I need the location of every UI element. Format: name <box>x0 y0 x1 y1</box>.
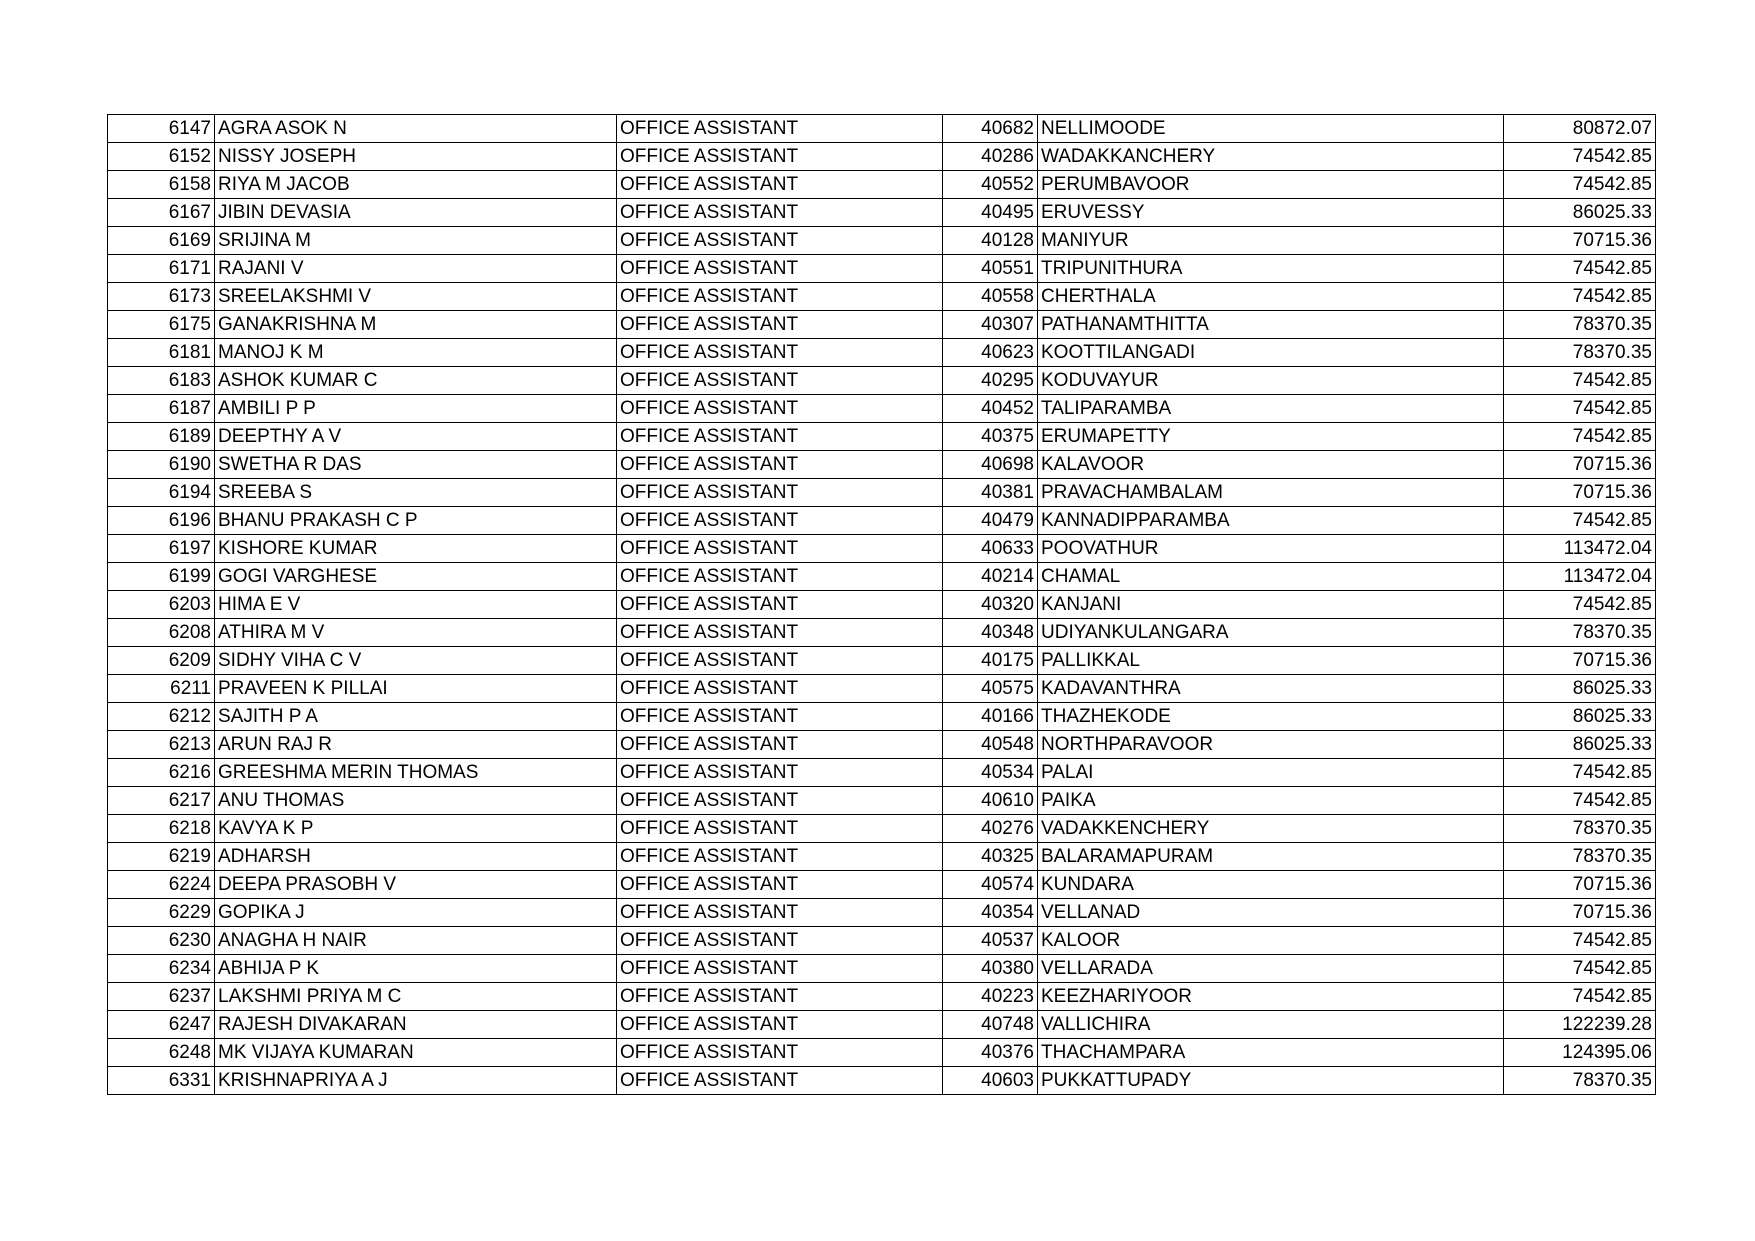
employee-id-cell: 6152 <box>108 143 215 171</box>
office-code-cell: 40633 <box>943 535 1038 563</box>
table-row <box>108 171 1656 199</box>
employee-name-cell: HIMA E V <box>215 591 617 619</box>
table-row <box>108 871 1656 899</box>
employee-name-cell: GOGI VARGHESE <box>215 563 617 591</box>
employee-id-cell: 6173 <box>108 283 215 311</box>
employee-name-cell: SAJITH P A <box>215 703 617 731</box>
office-code-cell: 40325 <box>943 843 1038 871</box>
amount-cell: 113472.04 <box>1504 563 1656 591</box>
employee-id-cell: 6208 <box>108 619 215 647</box>
employee-id-cell: 6158 <box>108 171 215 199</box>
office-name-cell: PAIKA <box>1038 787 1504 815</box>
office-name-cell: TALIPARAMBA <box>1038 395 1504 423</box>
employee-name-cell: ARUN RAJ R <box>215 731 617 759</box>
employee-id-cell: 6183 <box>108 367 215 395</box>
employee-name-cell: MK VIJAYA KUMARAN <box>215 1039 617 1067</box>
designation-cell: OFFICE ASSISTANT <box>617 1011 943 1039</box>
employee-id-cell: 6175 <box>108 311 215 339</box>
office-code-cell: 40452 <box>943 395 1038 423</box>
office-name-cell: BALARAMAPURAM <box>1038 843 1504 871</box>
office-code-cell: 40574 <box>943 871 1038 899</box>
amount-cell: 74542.85 <box>1504 171 1656 199</box>
table-row <box>108 843 1656 871</box>
amount-cell: 86025.33 <box>1504 703 1656 731</box>
designation-cell: OFFICE ASSISTANT <box>617 899 943 927</box>
designation-cell: OFFICE ASSISTANT <box>617 647 943 675</box>
amount-cell: 70715.36 <box>1504 451 1656 479</box>
employee-name-cell: SREEBA S <box>215 479 617 507</box>
designation-cell: OFFICE ASSISTANT <box>617 563 943 591</box>
table-row <box>108 283 1656 311</box>
office-name-cell: KALAVOOR <box>1038 451 1504 479</box>
office-name-cell: KOOTTILANGADI <box>1038 339 1504 367</box>
designation-cell: OFFICE ASSISTANT <box>617 311 943 339</box>
designation-cell: OFFICE ASSISTANT <box>617 339 943 367</box>
office-name-cell: PERUMBAVOOR <box>1038 171 1504 199</box>
office-code-cell: 40623 <box>943 339 1038 367</box>
table-row <box>108 423 1656 451</box>
office-code-cell: 40166 <box>943 703 1038 731</box>
designation-cell: OFFICE ASSISTANT <box>617 143 943 171</box>
office-code-cell: 40552 <box>943 171 1038 199</box>
amount-cell: 86025.33 <box>1504 675 1656 703</box>
amount-cell: 74542.85 <box>1504 367 1656 395</box>
employee-table-body <box>108 115 1656 1095</box>
amount-cell: 113472.04 <box>1504 535 1656 563</box>
employee-name-cell: SWETHA R DAS <box>215 451 617 479</box>
designation-cell: OFFICE ASSISTANT <box>617 787 943 815</box>
designation-cell: OFFICE ASSISTANT <box>617 815 943 843</box>
office-code-cell: 40375 <box>943 423 1038 451</box>
designation-cell: OFFICE ASSISTANT <box>617 283 943 311</box>
office-name-cell: NORTHPARAVOOR <box>1038 731 1504 759</box>
employee-name-cell: ABHIJA P K <box>215 955 617 983</box>
office-code-cell: 40354 <box>943 899 1038 927</box>
table-row <box>108 227 1656 255</box>
office-code-cell: 40286 <box>943 143 1038 171</box>
designation-cell: OFFICE ASSISTANT <box>617 423 943 451</box>
table-row <box>108 759 1656 787</box>
office-name-cell: VELLANAD <box>1038 899 1504 927</box>
table-row <box>108 591 1656 619</box>
employee-id-cell: 6167 <box>108 199 215 227</box>
employee-id-cell: 6194 <box>108 479 215 507</box>
designation-cell: OFFICE ASSISTANT <box>617 1039 943 1067</box>
employee-id-cell: 6181 <box>108 339 215 367</box>
amount-cell: 74542.85 <box>1504 787 1656 815</box>
employee-id-cell: 6171 <box>108 255 215 283</box>
employee-name-cell: BHANU PRAKASH C P <box>215 507 617 535</box>
employee-id-cell: 6189 <box>108 423 215 451</box>
office-code-cell: 40610 <box>943 787 1038 815</box>
table-row <box>108 647 1656 675</box>
designation-cell: OFFICE ASSISTANT <box>617 395 943 423</box>
table-row <box>108 395 1656 423</box>
table-row <box>108 451 1656 479</box>
designation-cell: OFFICE ASSISTANT <box>617 955 943 983</box>
amount-cell: 74542.85 <box>1504 955 1656 983</box>
office-code-cell: 40348 <box>943 619 1038 647</box>
employee-name-cell: SIDHY VIHA C V <box>215 647 617 675</box>
table-row <box>108 731 1656 759</box>
amount-cell: 74542.85 <box>1504 507 1656 535</box>
employee-name-cell: PRAVEEN K PILLAI <box>215 675 617 703</box>
designation-cell: OFFICE ASSISTANT <box>617 199 943 227</box>
employee-name-cell: KRISHNAPRIYA A J <box>215 1067 617 1095</box>
office-name-cell: KADAVANTHRA <box>1038 675 1504 703</box>
office-code-cell: 40223 <box>943 983 1038 1011</box>
table-row <box>108 1011 1656 1039</box>
amount-cell: 70715.36 <box>1504 479 1656 507</box>
office-name-cell: PATHANAMTHITTA <box>1038 311 1504 339</box>
employee-name-cell: ASHOK KUMAR C <box>215 367 617 395</box>
employee-id-cell: 6211 <box>108 675 215 703</box>
office-name-cell: THACHAMPARA <box>1038 1039 1504 1067</box>
amount-cell: 74542.85 <box>1504 143 1656 171</box>
employee-id-cell: 6217 <box>108 787 215 815</box>
office-name-cell: VALLICHIRA <box>1038 1011 1504 1039</box>
designation-cell: OFFICE ASSISTANT <box>617 451 943 479</box>
amount-cell: 78370.35 <box>1504 339 1656 367</box>
employee-name-cell: GOPIKA J <box>215 899 617 927</box>
office-name-cell: KODUVAYUR <box>1038 367 1504 395</box>
employee-name-cell: ANAGHA H NAIR <box>215 927 617 955</box>
employee-name-cell: NISSY JOSEPH <box>215 143 617 171</box>
amount-cell: 74542.85 <box>1504 255 1656 283</box>
employee-id-cell: 6237 <box>108 983 215 1011</box>
table-row <box>108 1039 1656 1067</box>
employee-id-cell: 6248 <box>108 1039 215 1067</box>
table-row <box>108 815 1656 843</box>
office-name-cell: PALAI <box>1038 759 1504 787</box>
employee-name-cell: DEEPA PRASOBH V <box>215 871 617 899</box>
office-code-cell: 40380 <box>943 955 1038 983</box>
office-name-cell: PUKKATTUPADY <box>1038 1067 1504 1095</box>
employee-id-cell: 6147 <box>108 115 215 143</box>
office-name-cell: POOVATHUR <box>1038 535 1504 563</box>
employee-name-cell: GREESHMA MERIN THOMAS <box>215 759 617 787</box>
employee-id-cell: 6187 <box>108 395 215 423</box>
office-name-cell: VADAKKENCHERY <box>1038 815 1504 843</box>
designation-cell: OFFICE ASSISTANT <box>617 535 943 563</box>
office-code-cell: 40495 <box>943 199 1038 227</box>
employee-id-cell: 6169 <box>108 227 215 255</box>
office-code-cell: 40307 <box>943 311 1038 339</box>
table-row <box>108 927 1656 955</box>
office-name-cell: KANJANI <box>1038 591 1504 619</box>
designation-cell: OFFICE ASSISTANT <box>617 843 943 871</box>
table-row <box>108 703 1656 731</box>
office-code-cell: 40575 <box>943 675 1038 703</box>
office-name-cell: KEEZHARIYOOR <box>1038 983 1504 1011</box>
office-code-cell: 40551 <box>943 255 1038 283</box>
table-row <box>108 311 1656 339</box>
office-name-cell: ERUVESSY <box>1038 199 1504 227</box>
amount-cell: 80872.07 <box>1504 115 1656 143</box>
table-row <box>108 955 1656 983</box>
amount-cell: 78370.35 <box>1504 843 1656 871</box>
designation-cell: OFFICE ASSISTANT <box>617 619 943 647</box>
designation-cell: OFFICE ASSISTANT <box>617 479 943 507</box>
office-code-cell: 40548 <box>943 731 1038 759</box>
amount-cell: 78370.35 <box>1504 1067 1656 1095</box>
amount-cell: 74542.85 <box>1504 759 1656 787</box>
employee-id-cell: 6196 <box>108 507 215 535</box>
office-code-cell: 40295 <box>943 367 1038 395</box>
table-row <box>108 479 1656 507</box>
amount-cell: 74542.85 <box>1504 283 1656 311</box>
designation-cell: OFFICE ASSISTANT <box>617 591 943 619</box>
employee-id-cell: 6247 <box>108 1011 215 1039</box>
amount-cell: 74542.85 <box>1504 591 1656 619</box>
designation-cell: OFFICE ASSISTANT <box>617 1067 943 1095</box>
employee-name-cell: DEEPTHY A V <box>215 423 617 451</box>
table-row <box>108 1067 1656 1095</box>
employee-name-cell: RAJANI V <box>215 255 617 283</box>
designation-cell: OFFICE ASSISTANT <box>617 871 943 899</box>
employee-id-cell: 6331 <box>108 1067 215 1095</box>
designation-cell: OFFICE ASSISTANT <box>617 227 943 255</box>
office-name-cell: ERUMAPETTY <box>1038 423 1504 451</box>
employee-id-cell: 6218 <box>108 815 215 843</box>
amount-cell: 74542.85 <box>1504 927 1656 955</box>
office-code-cell: 40558 <box>943 283 1038 311</box>
employee-id-cell: 6209 <box>108 647 215 675</box>
employee-id-cell: 6212 <box>108 703 215 731</box>
designation-cell: OFFICE ASSISTANT <box>617 703 943 731</box>
employee-id-cell: 6224 <box>108 871 215 899</box>
office-name-cell: PRAVACHAMBALAM <box>1038 479 1504 507</box>
employee-name-cell: AGRA ASOK N <box>215 115 617 143</box>
office-code-cell: 40276 <box>943 815 1038 843</box>
office-code-cell: 40381 <box>943 479 1038 507</box>
office-code-cell: 40128 <box>943 227 1038 255</box>
office-code-cell: 40376 <box>943 1039 1038 1067</box>
amount-cell: 70715.36 <box>1504 647 1656 675</box>
amount-cell: 124395.06 <box>1504 1039 1656 1067</box>
office-name-cell: KALOOR <box>1038 927 1504 955</box>
office-name-cell: PALLIKKAL <box>1038 647 1504 675</box>
office-code-cell: 40175 <box>943 647 1038 675</box>
employee-name-cell: KISHORE KUMAR <box>215 535 617 563</box>
amount-cell: 74542.85 <box>1504 983 1656 1011</box>
designation-cell: OFFICE ASSISTANT <box>617 507 943 535</box>
employee-name-cell: ADHARSH <box>215 843 617 871</box>
table-row <box>108 535 1656 563</box>
table-row <box>108 339 1656 367</box>
office-name-cell: THAZHEKODE <box>1038 703 1504 731</box>
employee-name-cell: LAKSHMI PRIYA M C <box>215 983 617 1011</box>
employee-table <box>107 114 1656 1095</box>
designation-cell: OFFICE ASSISTANT <box>617 255 943 283</box>
employee-id-cell: 6190 <box>108 451 215 479</box>
table-row <box>108 619 1656 647</box>
office-code-cell: 40748 <box>943 1011 1038 1039</box>
employee-name-cell: RIYA M JACOB <box>215 171 617 199</box>
table-row <box>108 983 1656 1011</box>
office-code-cell: 40537 <box>943 927 1038 955</box>
designation-cell: OFFICE ASSISTANT <box>617 927 943 955</box>
table-row <box>108 563 1656 591</box>
table-row <box>108 143 1656 171</box>
office-name-cell: KANNADIPPARAMBA <box>1038 507 1504 535</box>
designation-cell: OFFICE ASSISTANT <box>617 731 943 759</box>
office-code-cell: 40534 <box>943 759 1038 787</box>
amount-cell: 122239.28 <box>1504 1011 1656 1039</box>
office-code-cell: 40320 <box>943 591 1038 619</box>
office-name-cell: UDIYANKULANGARA <box>1038 619 1504 647</box>
amount-cell: 70715.36 <box>1504 871 1656 899</box>
employee-name-cell: GANAKRISHNA M <box>215 311 617 339</box>
office-name-cell: CHERTHALA <box>1038 283 1504 311</box>
table-row <box>108 115 1656 143</box>
employee-name-cell: SREELAKSHMI V <box>215 283 617 311</box>
employee-id-cell: 6213 <box>108 731 215 759</box>
table-row <box>108 787 1656 815</box>
designation-cell: OFFICE ASSISTANT <box>617 983 943 1011</box>
employee-id-cell: 6229 <box>108 899 215 927</box>
designation-cell: OFFICE ASSISTANT <box>617 115 943 143</box>
employee-id-cell: 6199 <box>108 563 215 591</box>
amount-cell: 74542.85 <box>1504 395 1656 423</box>
employee-name-cell: RAJESH DIVAKARAN <box>215 1011 617 1039</box>
amount-cell: 78370.35 <box>1504 311 1656 339</box>
employee-id-cell: 6234 <box>108 955 215 983</box>
designation-cell: OFFICE ASSISTANT <box>617 367 943 395</box>
office-code-cell: 40698 <box>943 451 1038 479</box>
employee-id-cell: 6219 <box>108 843 215 871</box>
table-row <box>108 199 1656 227</box>
employee-name-cell: AMBILI P P <box>215 395 617 423</box>
table-row <box>108 675 1656 703</box>
office-code-cell: 40603 <box>943 1067 1038 1095</box>
office-name-cell: KUNDARA <box>1038 871 1504 899</box>
amount-cell: 70715.36 <box>1504 899 1656 927</box>
employee-name-cell: ANU THOMAS <box>215 787 617 815</box>
office-code-cell: 40479 <box>943 507 1038 535</box>
office-name-cell: VELLARADA <box>1038 955 1504 983</box>
employee-id-cell: 6230 <box>108 927 215 955</box>
employee-id-cell: 6197 <box>108 535 215 563</box>
employee-name-cell: KAVYA K P <box>215 815 617 843</box>
amount-cell: 70715.36 <box>1504 227 1656 255</box>
office-code-cell: 40214 <box>943 563 1038 591</box>
amount-cell: 86025.33 <box>1504 731 1656 759</box>
employee-id-cell: 6203 <box>108 591 215 619</box>
employee-name-cell: ATHIRA M V <box>215 619 617 647</box>
office-name-cell: CHAMAL <box>1038 563 1504 591</box>
amount-cell: 78370.35 <box>1504 619 1656 647</box>
office-name-cell: TRIPUNITHURA <box>1038 255 1504 283</box>
office-name-cell: NELLIMOODE <box>1038 115 1504 143</box>
designation-cell: OFFICE ASSISTANT <box>617 675 943 703</box>
employee-name-cell: MANOJ K M <box>215 339 617 367</box>
office-name-cell: WADAKKANCHERY <box>1038 143 1504 171</box>
office-code-cell: 40682 <box>943 115 1038 143</box>
table-row <box>108 507 1656 535</box>
office-name-cell: MANIYUR <box>1038 227 1504 255</box>
table-row <box>108 899 1656 927</box>
amount-cell: 86025.33 <box>1504 199 1656 227</box>
table-row <box>108 367 1656 395</box>
employee-name-cell: SRIJINA M <box>215 227 617 255</box>
designation-cell: OFFICE ASSISTANT <box>617 171 943 199</box>
amount-cell: 78370.35 <box>1504 815 1656 843</box>
amount-cell: 74542.85 <box>1504 423 1656 451</box>
table-row <box>108 255 1656 283</box>
designation-cell: OFFICE ASSISTANT <box>617 759 943 787</box>
employee-name-cell: JIBIN DEVASIA <box>215 199 617 227</box>
employee-id-cell: 6216 <box>108 759 215 787</box>
